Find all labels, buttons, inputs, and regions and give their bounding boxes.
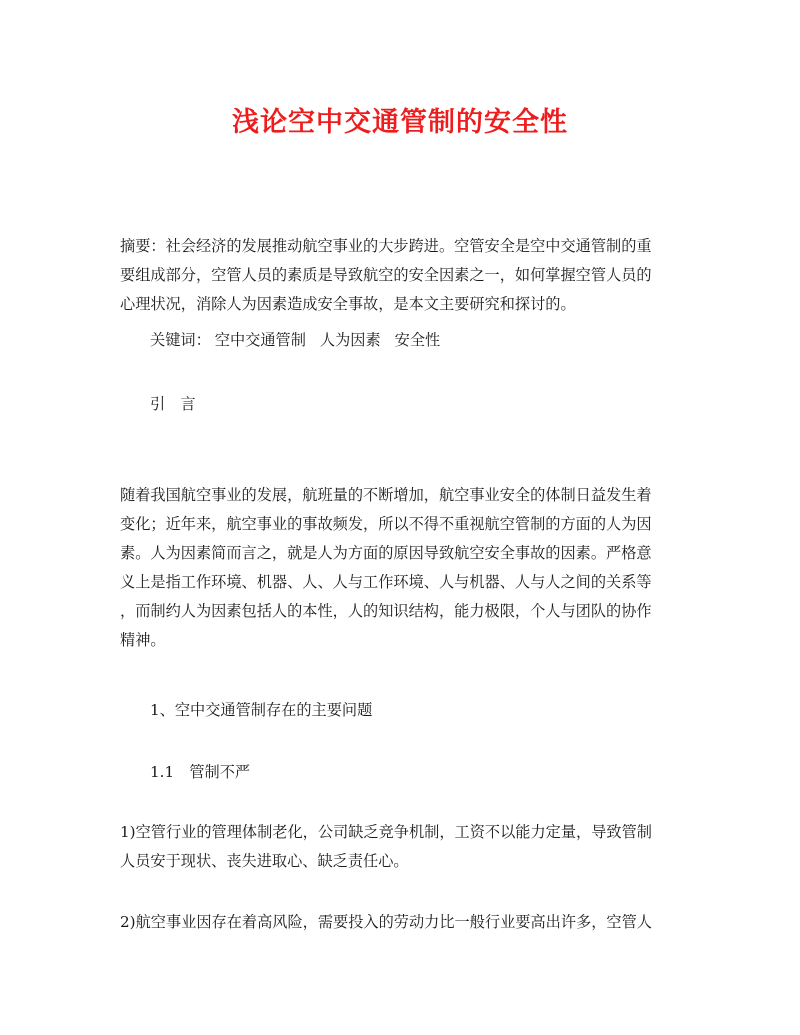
keyword-item: 人为因素 bbox=[319, 331, 381, 349]
item-1-line-2: 人员安于现状、丧失进取心、缺乏责任心。 bbox=[120, 852, 409, 870]
keyword-item: 安全性 bbox=[394, 331, 441, 349]
item-2-line-1: 2)航空事业因存在着高风险，需要投入的劳动力比一般行业要高出许多，空管人 bbox=[120, 913, 652, 931]
intro-line-2: 变化；近年来，航空事业的事故频发，所以不得不重视航空管制的方面的人为因 bbox=[120, 515, 652, 533]
keywords-label: 关键词： bbox=[150, 331, 211, 349]
intro-line-1: 随着我国航空事业的发展，航班量的不断增加，航空事业安全的体制日益发生着 bbox=[120, 486, 652, 504]
document-title: 浅论空中交通管制的安全性 bbox=[232, 107, 568, 138]
item-1-line-1: 1)空管行业的管理体制老化，公司缺乏竞争机制，工资不以能力定量，导致管制 bbox=[120, 823, 652, 841]
section-1-heading: 1、空中交通管制存在的主要问题 bbox=[150, 701, 373, 719]
keywords-line bbox=[150, 326, 680, 355]
section-1-1-heading: 1.1 管制不严 bbox=[150, 763, 251, 781]
intro-line-5: ，而制约人为因素包括人的本性，人的知识结构，能力极限，个人与团队的协作 bbox=[120, 602, 652, 620]
abstract-line-1: 摘要：社会经济的发展推动航空事业的大步跨进。空管安全是空中交通管制的重 bbox=[120, 237, 652, 255]
intro-line-4: 义上是指工作环境、机器、人、人与工作环境、人与机器、人与人之间的关系等 bbox=[120, 573, 652, 591]
intro-line-6: 精神。 bbox=[120, 631, 166, 649]
abstract-line-3: 心理状况，消除人为因素造成安全事故，是本文主要研究和探讨的。 bbox=[120, 295, 576, 313]
intro-heading: 引 言 bbox=[150, 395, 196, 413]
intro-line-3: 素。人为因素简而言之，就是人为方面的原因导致航空安全事故的因素。严格意 bbox=[120, 544, 652, 562]
keyword-item: 空中交通管制 bbox=[214, 331, 306, 349]
abstract-line-2: 要组成部分，空管人员的素质是导致航空的安全因素之一，如何掌握空管人员的 bbox=[120, 266, 652, 284]
